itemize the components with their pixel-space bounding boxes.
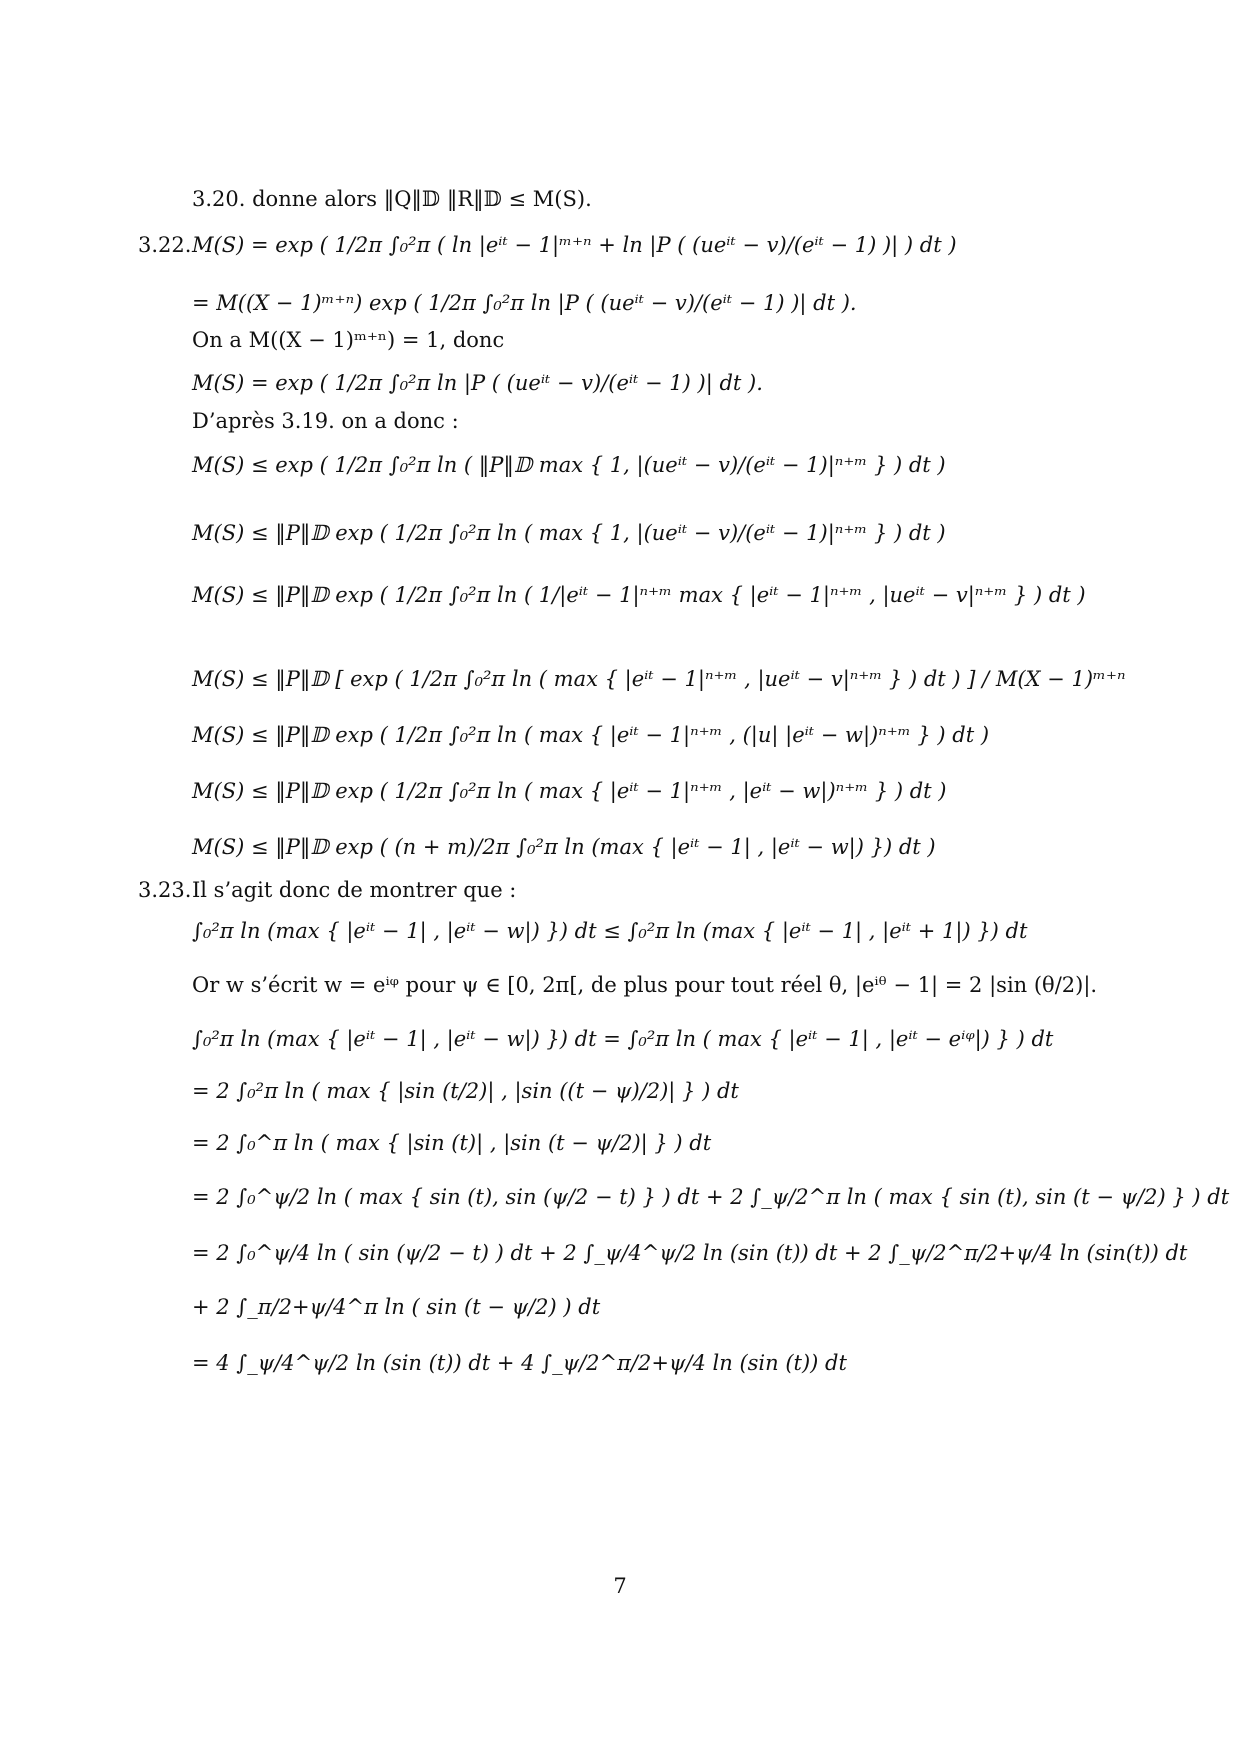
derivation-7: = 4 ∫_ψ/4^ψ/2 ln (sin (t)) dt + 4 ∫_ψ/2^π/2+ψ/4 ln (sin (t)) dt [192, 1351, 847, 1375]
derivation-6: + 2 ∫_π/2+ψ/4^π ln ( sin (t − ψ/2) ) dt [192, 1295, 601, 1319]
item-number-3-23: 3.23. [138, 878, 192, 902]
equation-3-22-a: M(S) = exp ( 1/2π ∫₀²π ( ln |eⁱᵗ − 1|ᵐ⁺ⁿ + ln |P ( (ueⁱᵗ − v)/(eⁱᵗ − 1) )| ) dt ) [192, 233, 957, 257]
page-number: 7 [613, 1574, 627, 1598]
derivation-4: = 2 ∫₀^ψ/2 ln ( max { sin (t), sin (ψ/2 − t) } ) dt + 2 ∫_ψ/2^π ln ( max { sin (t), sin (t − ψ/2) } ) dt [192, 1185, 1230, 1209]
equation-3-22-b: = M((X − 1)ᵐ⁺ⁿ) exp ( 1/2π ∫₀²π ln |P ( (ueⁱᵗ − v)/(eⁱᵗ − 1) )| dt ). [192, 291, 857, 315]
text-dapres: D’après 3.19. on a donc : [192, 409, 459, 433]
text-on-a: On a M((X − 1)ᵐ⁺ⁿ) = 1, donc [192, 328, 505, 352]
inequality-2: M(S) ≤ ‖P‖𝔻 exp ( 1/2π ∫₀²π ln ( max { 1, |(ueⁱᵗ − v)/(eⁱᵗ − 1)|ⁿ⁺ᵐ } ) dt ) [192, 521, 946, 545]
inequality-6: M(S) ≤ ‖P‖𝔻 exp ( 1/2π ∫₀²π ln ( max { |eⁱᵗ − 1|ⁿ⁺ᵐ , |eⁱᵗ − w|)ⁿ⁺ᵐ } ) dt ) [192, 779, 947, 803]
derivation-1: ∫₀²π ln (max { |eⁱᵗ − 1| , |eⁱᵗ − w|) }) dt = ∫₀²π ln ( max { |eⁱᵗ − 1| , |eⁱᵗ − eⁱᵠ|) } ) dt [192, 1027, 1054, 1051]
inequality-1: M(S) ≤ exp ( 1/2π ∫₀²π ln ( ‖P‖𝔻 max { 1, |(ueⁱᵗ − v)/(eⁱᵗ − 1)|ⁿ⁺ᵐ } ) dt ) [192, 453, 946, 477]
derivation-2: = 2 ∫₀²π ln ( max { |sin (t/2)| , |sin ((t − ψ)/2)| } ) dt [192, 1079, 739, 1103]
text-il-sagit: Il s’agit donc de montrer que : [192, 878, 517, 902]
inequality-7: M(S) ≤ ‖P‖𝔻 exp ( (n + m)/2π ∫₀²π ln (max { |eⁱᵗ − 1| , |eⁱᵗ − w|) }) dt ) [192, 835, 936, 859]
equation-3-22-c: M(S) = exp ( 1/2π ∫₀²π ln |P ( (ueⁱᵗ − v)/(eⁱᵗ − 1) )| dt ). [192, 371, 763, 395]
inequality-5: M(S) ≤ ‖P‖𝔻 exp ( 1/2π ∫₀²π ln ( max { |eⁱᵗ − 1|ⁿ⁺ᵐ , (|u| |eⁱᵗ − w|)ⁿ⁺ᵐ } ) dt ) [192, 723, 990, 747]
inequality-4: M(S) ≤ ‖P‖𝔻 [ exp ( 1/2π ∫₀²π ln ( max { |eⁱᵗ − 1|ⁿ⁺ᵐ , |ueⁱᵗ − v|ⁿ⁺ᵐ } ) dt ) ] / M(X − 1)ᵐ⁺ⁿ [192, 667, 1126, 691]
item-number-3-22: 3.22. [138, 233, 192, 257]
inequality-goal: ∫₀²π ln (max { |eⁱᵗ − 1| , |eⁱᵗ − w|) }) dt ≤ ∫₀²π ln (max { |eⁱᵗ − 1| , |eⁱᵗ + 1|) }) dt [192, 919, 1028, 943]
inequality-3: M(S) ≤ ‖P‖𝔻 exp ( 1/2π ∫₀²π ln ( 1/|eⁱᵗ − 1|ⁿ⁺ᵐ max { |eⁱᵗ − 1|ⁿ⁺ᵐ , |ueⁱᵗ − v|ⁿ⁺ᵐ } ) dt ) [192, 583, 1086, 607]
line-3-20: 3.20. donne alors ‖Q‖𝔻 ‖R‖𝔻 ≤ M(S). [192, 187, 592, 211]
derivation-5: = 2 ∫₀^ψ/4 ln ( sin (ψ/2 − t) ) dt + 2 ∫_ψ/4^ψ/2 ln (sin (t)) dt + 2 ∫_ψ/2^π/2+ψ/4 ln (sin(t)) dt [192, 1241, 1188, 1265]
text-or-w: Or w s’écrit w = eⁱᵠ pour ψ ∈ [0, 2π[, de plus pour tout réel θ, |eⁱᶿ − 1| = 2 |sin (θ/2)|. [192, 973, 1098, 997]
derivation-3: = 2 ∫₀^π ln ( max { |sin (t)| , |sin (t − ψ/2)| } ) dt [192, 1131, 712, 1155]
